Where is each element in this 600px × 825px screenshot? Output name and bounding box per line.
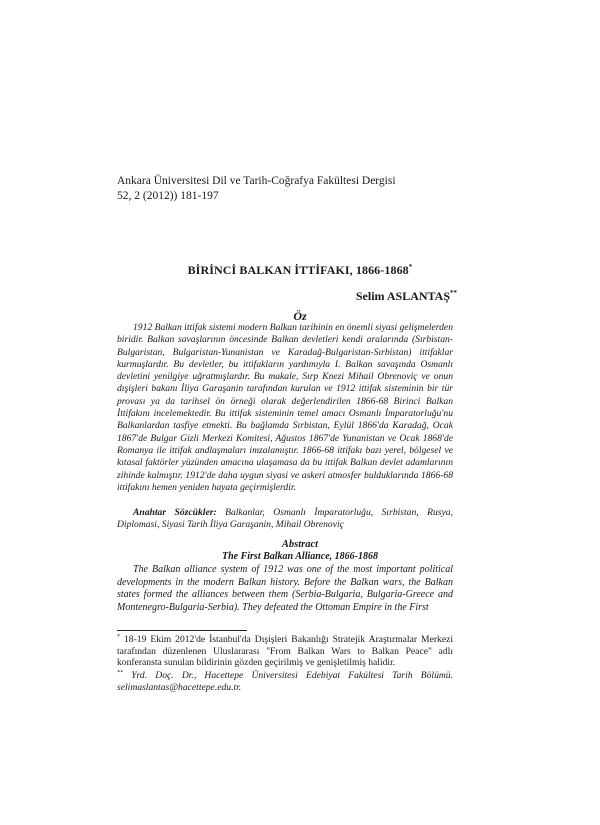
footnote-divider — [117, 630, 247, 631]
oz-body: 1912 Balkan ittifak sistemi modern Balkan tarihinin en önemli siyasi gelişmelerden biridir. Balkan savaşlarının öncesinde Balkan devletleri kendi aralarında (Sırbistan-Bulgaristan, Bulgaristan-Yunanistan ve Karadağ-Bulgaristan-Sırbistan) ittifaklar kurmuşlardır. Bu devletler, bu ittifakların yardımıyla I. Balkan savaşında Osmanlı devletini yenilgiye uğratmışlardır. Bu makale, Sırp Knezi Mihail Obrenoviç ve onun dışişleri bakanı İliya Garaşanin tarafından kurulan ve 1912 ittifak sisteminin bir tür provası ya da tarihsel ön örneği olarak değerlendirilen 1866-68 Birinci Balkan İttifakını incelemektedir. Bu ittifak sisteminin temel amacı Osmanlı İmparatorluğu'nu Balkanlardan tasfiye etmekti. Bu bağlamda Sırbistan, Eylül 1866'da Karadağ, Ocak 1867'de Bulgar Gizli Merkezi Komitesi, Ağustos 1867'de Yunanistan ve Ocak 1868'de Romanya ile ittifak andlaşmaları imzalamıştır. 1866-68 ittifakı bazı yerel, bölgesel ve kıtasal faktörler yüzünden amacına ulaşamasa da bu ittifak Balkan devlet adamlarının zihinde kalmıştır. 1912'de daha uygun siyasi ve askeri atmosfer bulduklarında 1866-68 ittifakını hemen yeniden hayata geçirmişlerdir. — [117, 322, 453, 493]
abstract-subtitle: The First Balkan Alliance, 1866-1868 — [221, 551, 379, 562]
footnote-1 — [117, 632, 453, 669]
journal-volume: 52, 2 (2012)) 181-197 — [117, 190, 219, 202]
journal-header — [117, 174, 396, 204]
keywords-label: Anahtar Sözcükler: — [133, 507, 217, 518]
author-name-text: Selim ASLANTAŞ — [355, 289, 450, 303]
footnote-2 — [117, 668, 453, 693]
author-name — [356, 289, 457, 304]
article-title — [0, 263, 600, 278]
article-title-text: BİRİNCİ BALKAN İTTİFAKI, 1866-1868 — [187, 263, 409, 277]
footnote-1-mark: * — [117, 634, 120, 640]
footnote-1-text: 18-19 Ekim 2012'de İstanbul'da Dışişleri Bakanlığı Stratejik Araştırmalar Merkezi tarafından düzenlenen Uluslararası "From Balkan Wars to Balkan Peace" adlı konferansta sunulan bildirinin gözden geçirilmiş ve genişletilmiş halidir. — [117, 634, 453, 669]
abstract-body: The Balkan alliance system of 1912 was one of the most important political developments in the modern Balkan history. Before the Balkan wars, the Balkan states formed the alliances between them (Serbia-Bulgaria, Bulgaria-Greece and Montenegro-Bulgaria-Serbia). They defeated the Ottoman Empire in the First — [117, 564, 453, 613]
abstract-heading: Abstract — [281, 539, 319, 550]
journal-name: Ankara Üniversitesi Dil ve Tarih-Coğrafya Fakültesi Dergisi — [117, 175, 396, 187]
author-footnote-mark[interactable]: ** — [450, 289, 457, 297]
footnote-2-mark: ** — [117, 670, 123, 676]
keywords-text: Balkanlar, Osmanlı İmparatorluğu, Sırbistan, Rusya, Diplomasi, Siyasi Tarih İliya Garaşanin, Mihail Obrenoviç — [117, 507, 453, 531]
title-footnote-mark[interactable]: * — [408, 263, 413, 271]
keywords — [117, 507, 453, 532]
footnote-2-text: Yrd. Doç. Dr., Hacettepe Üniversitesi Edebiyat Fakültesi Tarih Bölümü. selimaslantas@hacettepe.edu.tr. — [117, 670, 454, 693]
oz-heading: Öz — [293, 309, 307, 323]
